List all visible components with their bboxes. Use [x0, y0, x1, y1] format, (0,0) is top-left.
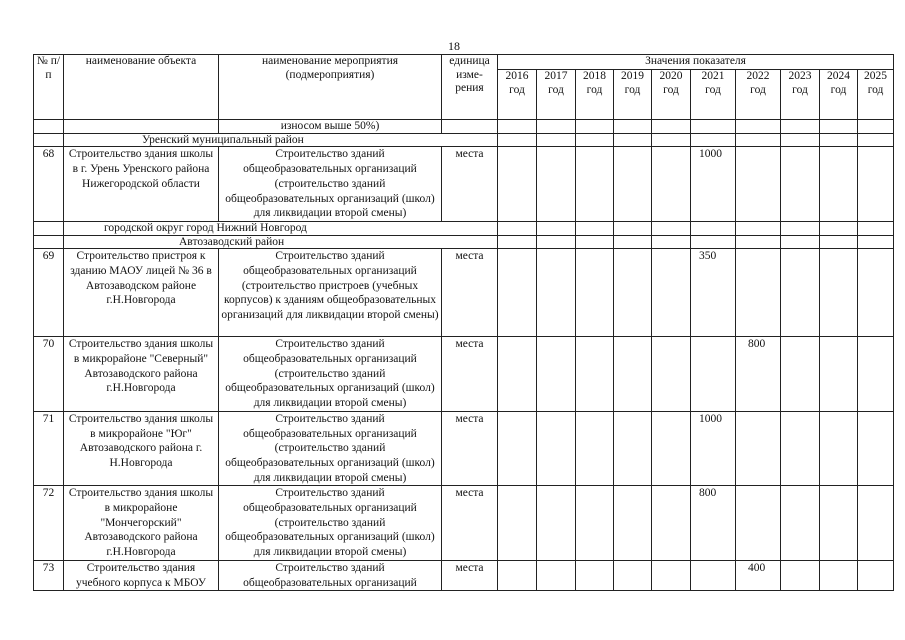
- table-row: [34, 249, 894, 337]
- row-object: Строительство здания школы в микрорайоне "Северный" Автозаводского района г.Н.Новгорода: [64, 337, 219, 412]
- row-measure: Строительство зданий общеобразовательных организаций (строительство пристроев (учебных корпусов) к зданиям общеобразовательных организаций для ликвидации второй смены): [219, 249, 442, 337]
- header-year: 2023 год: [781, 70, 820, 120]
- row-unit: места: [442, 249, 498, 337]
- row-measure: Строительство зданий общеобразовательных организаций: [219, 560, 442, 590]
- table-row: [34, 337, 894, 412]
- row-value-2021: 800: [691, 486, 736, 561]
- row-unit: места: [442, 560, 498, 590]
- continuation-text: износом выше 50%): [219, 120, 442, 134]
- row-num: 71: [34, 411, 64, 486]
- table-row: [34, 411, 894, 486]
- row-measure: Строительство зданий общеобразовательных организаций (строительство зданий общеобразовательных организаций (школ) для ликвидации второй смены): [219, 486, 442, 561]
- header-object: наименование объекта: [64, 55, 219, 120]
- row-num: 69: [34, 249, 64, 337]
- row-unit: места: [442, 411, 498, 486]
- header-year: 2018 год: [576, 70, 614, 120]
- header-num: № п/п: [34, 55, 64, 120]
- table-row: [34, 560, 894, 590]
- row-value-2021: 350: [691, 249, 736, 337]
- row-num: 73: [34, 560, 64, 590]
- header-year: 2022 год: [736, 70, 781, 120]
- row-unit: места: [442, 337, 498, 412]
- row-measure: Строительство зданий общеобразовательных организаций (строительство зданий общеобразовательных организаций (школ) для ликвидации второй смены): [219, 337, 442, 412]
- row-object: Строительство здания школы в г. Урень Уренского района Нижегородской области: [64, 147, 219, 222]
- row-unit: места: [442, 486, 498, 561]
- row-num: 70: [34, 337, 64, 412]
- header-year: 2021 год: [691, 70, 736, 120]
- row-object: Строительство здания учебного корпуса к МБОУ: [64, 560, 219, 590]
- row-object: Строительство пристроя к зданию МАОУ лицей № 36 в Автозаводском районе г.Н.Новгорода: [64, 249, 219, 337]
- header-year: 2025 год: [858, 70, 894, 120]
- row-unit: места: [442, 147, 498, 222]
- indicator-table: [33, 54, 894, 591]
- row-object: Строительство здания школы в микрорайоне "Юг" Автозаводского района г. Н.Новгорода: [64, 411, 219, 486]
- table-row: [34, 147, 894, 222]
- section-uren: Уренский муниципальный район: [64, 133, 498, 147]
- header-year: 2016 год: [498, 70, 537, 120]
- section-avtozavod: Автозаводский район: [64, 235, 498, 249]
- header-unit: единица изме-рения: [442, 55, 498, 120]
- header-year: 2020 год: [652, 70, 691, 120]
- row-num: 68: [34, 147, 64, 222]
- header-measure: наименование мероприятия (подмероприятия): [219, 55, 442, 120]
- page-number: 18: [448, 39, 460, 53]
- table-row: [34, 486, 894, 561]
- row-value-2022: 800: [736, 337, 781, 412]
- row-value-2021: 1000: [691, 147, 736, 222]
- row-num: 72: [34, 486, 64, 561]
- header-year: 2019 год: [614, 70, 652, 120]
- header-year: 2024 год: [820, 70, 858, 120]
- header-year: 2017 год: [537, 70, 576, 120]
- row-value-2021: 1000: [691, 411, 736, 486]
- row-value-2022: 400: [736, 560, 781, 590]
- row-object: Строительство здания школы в микрорайоне "Мончегорский" Автозаводского района г.Н.Новгорода: [64, 486, 219, 561]
- row-measure: Строительство зданий общеобразовательных организаций (строительство зданий общеобразовательных организаций (школ) для ликвидации второй смены): [219, 147, 442, 222]
- section-nn: городской округ город Нижний Новгород: [64, 221, 498, 235]
- row-measure: Строительство зданий общеобразовательных организаций (строительство зданий общеобразовательных организаций (школ) для ликвидации второй смены): [219, 411, 442, 486]
- header-values-title: Значения показателя: [498, 55, 894, 70]
